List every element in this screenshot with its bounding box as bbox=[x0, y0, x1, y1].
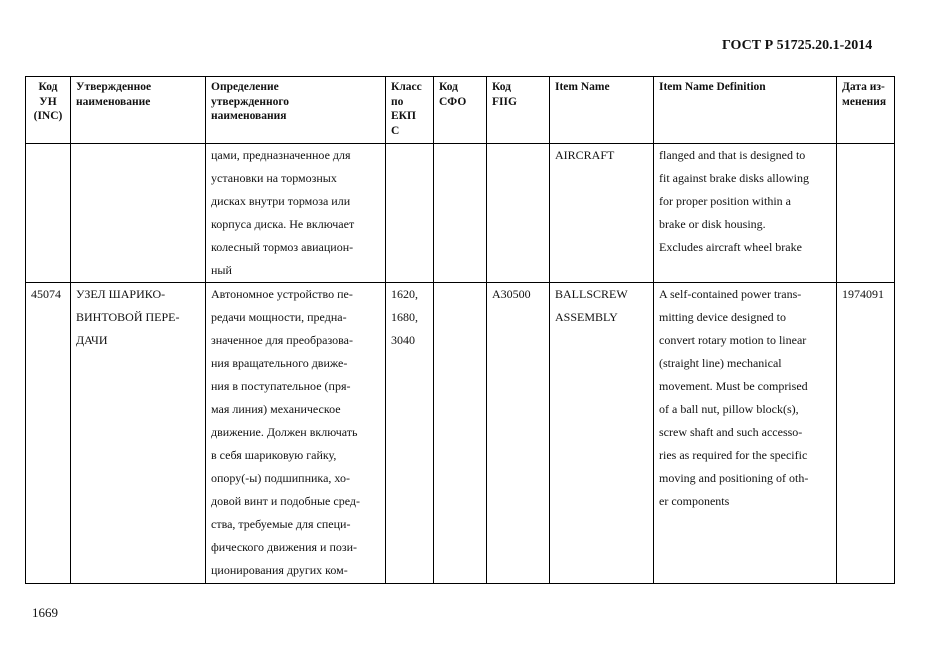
definition-cell bbox=[206, 144, 386, 283]
cell-line: ный bbox=[211, 263, 232, 277]
cell-line: значенное для преобразова- bbox=[211, 333, 353, 347]
item-definition-cell bbox=[654, 283, 837, 584]
header-line: СФО bbox=[439, 95, 467, 108]
header-line: Дата из- bbox=[842, 81, 885, 93]
header-line: FIIG bbox=[492, 95, 517, 108]
header-line: (INC) bbox=[33, 110, 63, 122]
cell-line: цами, предназначенное для bbox=[211, 148, 351, 162]
cell-line: дисках внутри тормоза или bbox=[211, 194, 351, 208]
cell-line: ries as required for the specific bbox=[659, 448, 808, 462]
cell-line: корпуса диска. Не включает bbox=[211, 217, 355, 231]
header-line: по bbox=[391, 95, 404, 108]
col-item-name-header bbox=[550, 77, 654, 144]
col-change-date-header bbox=[837, 77, 895, 144]
cell-line: moving and positioning of oth- bbox=[659, 471, 809, 485]
header-line: Код bbox=[38, 81, 58, 93]
definition-cell bbox=[206, 283, 386, 584]
header-line: Утвержденное bbox=[76, 81, 152, 93]
cell-line: (straight line) mechanical bbox=[659, 356, 782, 370]
cell-line: движение. Должен включать bbox=[211, 425, 358, 439]
sfo-cell bbox=[434, 283, 487, 584]
item-definition-cell bbox=[654, 144, 837, 283]
inc-cell bbox=[26, 144, 71, 283]
cell-line: ВИНТОВОЙ ПЕРЕ- bbox=[76, 310, 180, 324]
nomenclature-table bbox=[25, 76, 895, 584]
col-inc-header bbox=[26, 77, 71, 144]
col-approved-name-header bbox=[71, 77, 206, 144]
table-row bbox=[26, 283, 895, 584]
cell-line: ДАЧИ bbox=[76, 333, 108, 347]
header-line: Item Name Definition bbox=[659, 81, 766, 93]
change-date-cell bbox=[837, 283, 895, 584]
cell-line: ния в поступательное (пря- bbox=[211, 379, 351, 393]
cell-line: опору(-ы) подшипника, хо- bbox=[211, 471, 350, 485]
col-item-definition-header bbox=[654, 77, 837, 144]
col-definition-header bbox=[206, 77, 386, 144]
cell-line: колесный тормоз авиацион- bbox=[211, 240, 354, 254]
header-line: наименования bbox=[211, 110, 287, 122]
header-line: УН bbox=[39, 95, 57, 108]
cell-line: 1620, bbox=[391, 287, 418, 301]
header-line: Код bbox=[492, 81, 512, 93]
table-header-row bbox=[26, 77, 895, 144]
cell-line: flanged and that is designed to bbox=[659, 148, 806, 162]
header-line: Определение bbox=[211, 81, 279, 93]
cell-line: редачи мощности, предна- bbox=[211, 310, 347, 324]
cell-line: mitting device designed to bbox=[659, 310, 786, 324]
cell-line: brake or disk housing. bbox=[659, 217, 766, 231]
col-fiig-header bbox=[487, 77, 550, 144]
cell-line: 1680, bbox=[391, 310, 418, 324]
cell-line: movement. Must be comprised bbox=[659, 379, 808, 393]
header-line: Item Name bbox=[555, 81, 610, 93]
change-date-cell bbox=[837, 144, 895, 283]
cell-line: Автономное устройство пе- bbox=[211, 287, 353, 301]
header-line: ЕКП bbox=[391, 110, 416, 122]
class-cell bbox=[386, 283, 434, 584]
cell-line: довой винт и подобные сред- bbox=[211, 494, 360, 508]
fiig-cell bbox=[487, 283, 550, 584]
cell-line: 45074 bbox=[31, 287, 61, 301]
sfo-cell bbox=[434, 144, 487, 283]
col-class-header bbox=[386, 77, 434, 144]
cell-line: Excludes aircraft wheel brake bbox=[659, 240, 802, 254]
cell-line: мая линия) механическое bbox=[211, 402, 341, 416]
cell-line: for proper position within a bbox=[659, 194, 791, 208]
cell-line: ASSEMBLY bbox=[555, 310, 618, 324]
cell-line: 3040 bbox=[391, 333, 415, 347]
header-line: наименование bbox=[76, 95, 151, 108]
cell-line: er components bbox=[659, 494, 730, 508]
cell-line: ства, требуемые для специ- bbox=[211, 517, 351, 531]
cell-line: в себя шариковую гайку, bbox=[211, 448, 337, 462]
col-sfo-header bbox=[434, 77, 487, 144]
fiig-cell bbox=[487, 144, 550, 283]
cell-line: A30500 bbox=[492, 287, 531, 301]
cell-line: fit against brake disks allowing bbox=[659, 171, 809, 185]
approved-name-cell bbox=[71, 283, 206, 584]
header-line: менения bbox=[842, 95, 887, 108]
table-row bbox=[26, 144, 895, 283]
item-name-cell bbox=[550, 283, 654, 584]
cell-line: BALLSCREW bbox=[555, 287, 628, 301]
header-line: утвержденного bbox=[211, 95, 290, 108]
cell-line: convert rotary motion to linear bbox=[659, 333, 807, 347]
page-number: 1669 bbox=[32, 605, 58, 620]
header-line: Код bbox=[439, 81, 459, 93]
cell-line: of a ball nut, pillow block(s), bbox=[659, 402, 799, 416]
document-code: ГОСТ Р 51725.20.1-2014 bbox=[722, 38, 873, 53]
item-name-cell bbox=[550, 144, 654, 283]
cell-line: ния вращательного движе- bbox=[211, 356, 348, 370]
cell-line: ционирования других ком- bbox=[211, 563, 348, 577]
cell-line: установки на тормозных bbox=[211, 171, 337, 185]
header-line: С bbox=[391, 124, 400, 137]
cell-line: УЗЕЛ ШАРИКО- bbox=[76, 287, 166, 301]
cell-line: фического движения и пози- bbox=[211, 540, 358, 554]
cell-line: 1974091 bbox=[842, 287, 884, 301]
class-cell bbox=[386, 144, 434, 283]
approved-name-cell bbox=[71, 144, 206, 283]
cell-line: AIRCRAFT bbox=[555, 148, 615, 162]
cell-line: A self-contained power trans- bbox=[659, 287, 802, 301]
header-line: Класс bbox=[391, 81, 422, 93]
cell-line: screw shaft and such accesso- bbox=[659, 425, 803, 439]
inc-cell bbox=[26, 283, 71, 584]
